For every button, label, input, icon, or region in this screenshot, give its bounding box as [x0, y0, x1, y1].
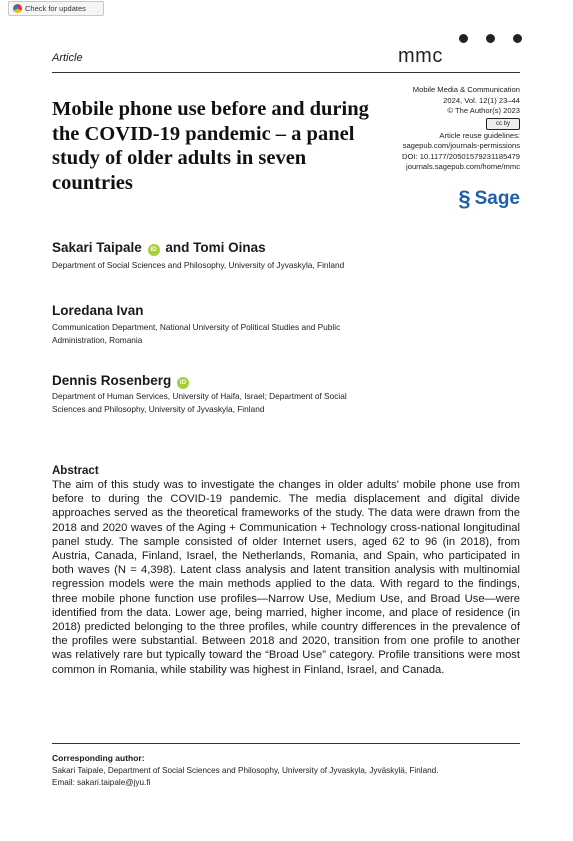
publisher-name: Sage	[474, 188, 520, 209]
article-type-label: Article	[52, 52, 83, 64]
sage-logo	[458, 186, 520, 212]
author-name: Sakari Taipale	[52, 240, 142, 255]
author-name: Loredana Ivan	[52, 303, 144, 318]
journal-metadata	[402, 85, 520, 173]
abstract-text: The aim of this study was to investigate the changes in older adults' mobile phone use from before to during the COVID-19 pandemic. The media displacement and digital divide approaches served as the theoretical frameworks of the study. The data were drawn from the 2018 and 2020 waves of the Aging + Communication + Technology cross-national longitudinal panel study. The sample consisted of older Internet users, aged 62 to 96 (in 2018), from Austria, Canada, Finland, Israel, the Netherlands, Romania, and Spain, who participated in both waves (N = 4,398). Latent class analysis and latent transition analysis with multinomial regression models were the main methods applied to the data. With regard to the findings, three mobile phone function use profiles—Narrow Use, Medium Use, and Broad Use—were identified from the data. Lower age, being married, higher income, and place of residence (in 2018) predicted belonging to the three profiles, while country differences in the prevalence of the profiles were substantial. Between 2018 and 2020, transition from one profile to another was relatively rare but typically toward the “Broad Use” category. Profile transitions were most common in Romania, while stability was highest in Finland, Israel, and Canada.	[52, 479, 520, 676]
author-name: Dennis Rosenberg	[52, 373, 172, 388]
orcid-icon[interactable]: iD	[148, 244, 160, 256]
journal-home-link[interactable]: journals.sagepub.com/home/mmc	[406, 162, 520, 171]
reuse-link[interactable]: sagepub.com/journals-permissions	[402, 141, 520, 150]
corresponding-author-email[interactable]: Email: sakari.taipale@jyu.fi	[52, 778, 151, 787]
corresponding-author-details	[52, 765, 439, 789]
author-2-affiliation: Communication Department, National University of Political Studies and Public Administration, Romania	[52, 322, 341, 345]
author-joiner: and Tomi Oinas	[165, 240, 266, 255]
author-3-affiliation: Department of Human Services, University of Haifa, Israel; Department of Social Sciences and Philosophy, University of Jyvaskyla, Finland	[52, 391, 347, 414]
check-for-updates-label: Check for updates	[25, 4, 86, 13]
author-1-affiliation: Department of Social Sciences and Philosophy, University of Jyvaskyla, Finland	[52, 260, 345, 270]
header-divider	[52, 72, 520, 73]
article-title: Mobile phone use before and during the COVID-19 pandemic – a panel study of older adults in seven countries	[52, 98, 369, 194]
copyright-notice: © The Author(s) 2023	[447, 106, 520, 115]
author-3	[52, 373, 191, 389]
crossmark-icon	[13, 4, 22, 13]
sage-s-icon: §	[458, 186, 471, 211]
corresponding-author-heading: Corresponding author:	[52, 753, 145, 763]
author-1	[52, 240, 266, 256]
cc-license-icon[interactable]: cc by	[486, 118, 520, 130]
doi-link[interactable]: DOI: 10.1177/20501579231185479	[402, 151, 520, 161]
journal-volume: 2024, Vol. 12(1) 23–44	[443, 95, 520, 105]
mmc-logo-dots	[459, 34, 522, 43]
author-2	[52, 303, 144, 318]
check-for-updates-button[interactable]	[8, 1, 104, 16]
orcid-icon[interactable]: iD	[177, 377, 189, 389]
abstract-heading: Abstract	[52, 465, 99, 477]
reuse-label: Article reuse guidelines:	[439, 130, 520, 140]
journal-logo: mmc	[398, 45, 443, 67]
corresponding-author-address: Sakari Taipale, Department of Social Sciences and Philosophy, University of Jyvaskyla, Jyväskylä, Finland.	[52, 766, 439, 775]
journal-name: Mobile Media & Communication	[412, 85, 520, 94]
footer-divider	[52, 743, 520, 744]
